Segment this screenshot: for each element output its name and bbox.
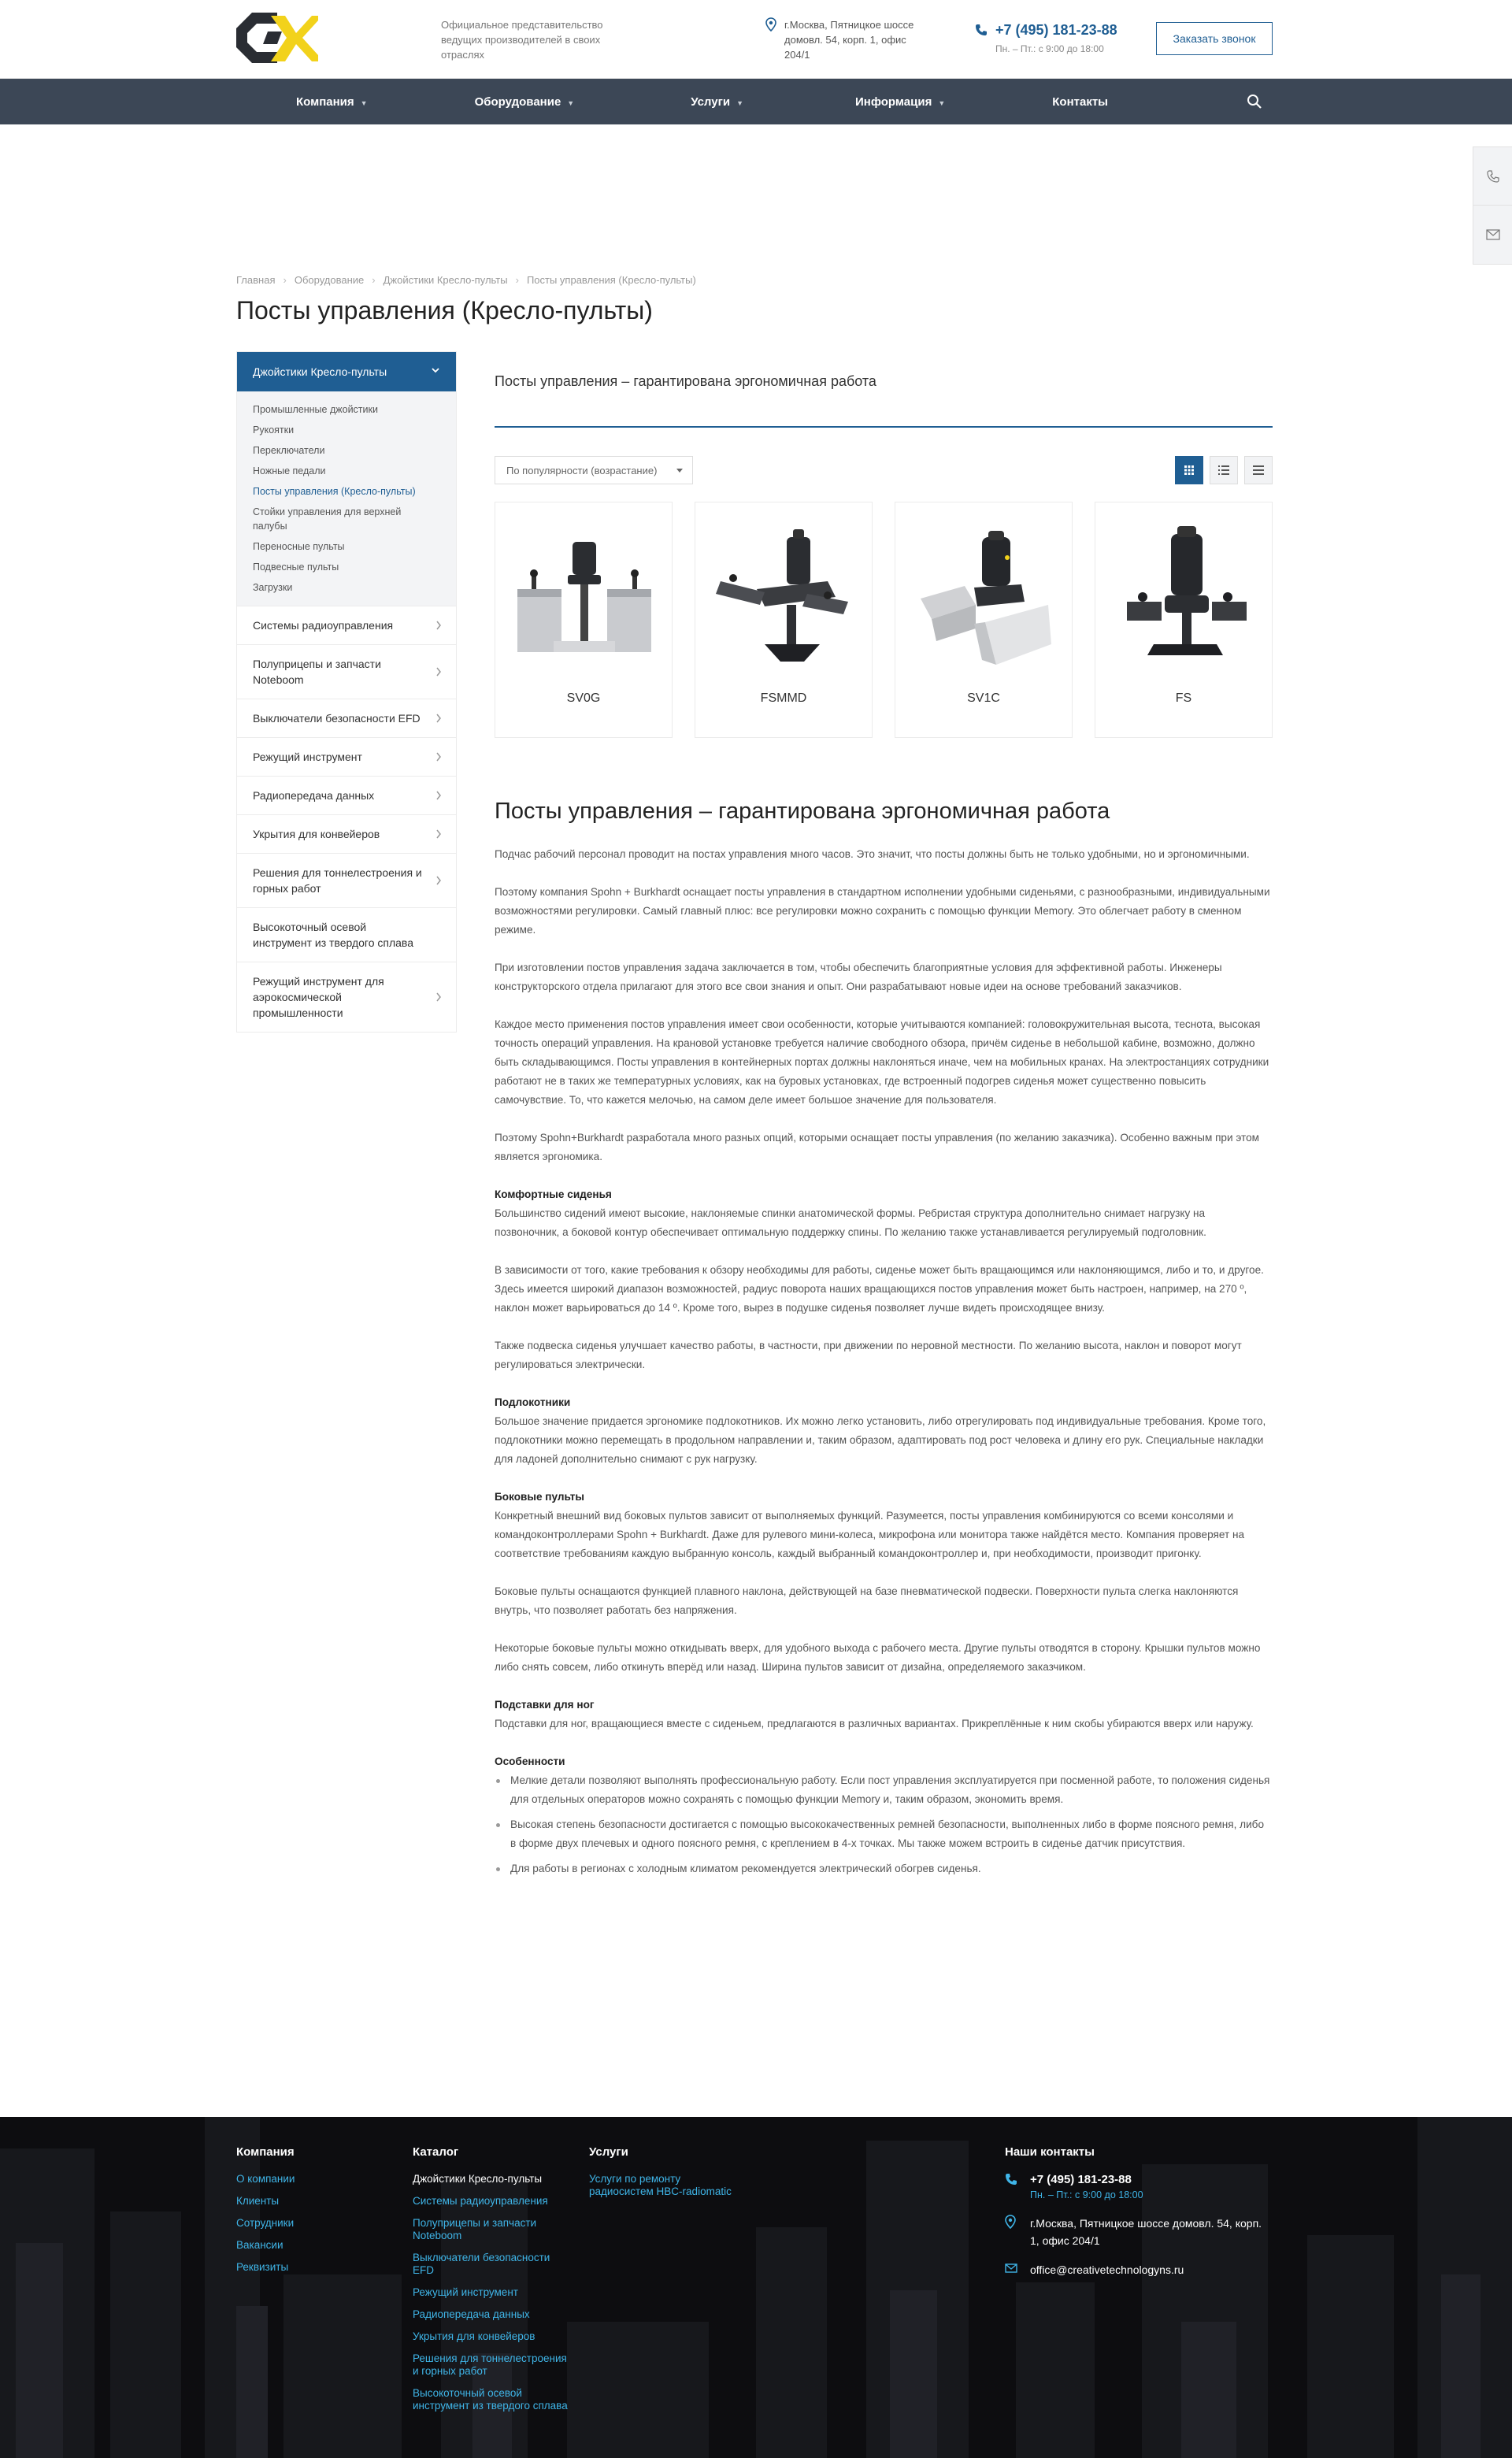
list-icon bbox=[1218, 465, 1229, 475]
article bbox=[495, 798, 1273, 1878]
location-pin-icon bbox=[765, 17, 776, 32]
footer-heading: Услуги bbox=[589, 2145, 628, 2159]
footer-address-block bbox=[1005, 2215, 1273, 2249]
caret-down-icon bbox=[676, 469, 683, 473]
chevron-right-icon bbox=[435, 751, 442, 762]
list-item: Высокая степень безопасности достигается с помощью высококачественных ремней безопасности, выполненных либо в форме поясного ремня, либо в форме двух плечевых и одного поясного ремня, с креплением в 4-х точках. Мы также можем встроить в сиденье датчик присутствия. bbox=[495, 1815, 1273, 1853]
footer-link[interactable]: Вакансии bbox=[236, 2239, 284, 2251]
grid-icon bbox=[1184, 465, 1194, 475]
nav-item-equipment[interactable] bbox=[475, 95, 575, 109]
order-call-button[interactable]: Заказать звонок bbox=[1156, 22, 1273, 55]
list-item: Мелкие детали позволяют выполнять профессиональную работу. Если пост управления эксплуатируется при посменной работе, то положения сиденья для отдельных операторов можно сохранять с помощью функции Memory и, таким образом, экономить время. bbox=[495, 1771, 1273, 1809]
chevron-down-icon: ▼ bbox=[360, 98, 368, 107]
breadcrumb-joysticks[interactable]: Джойстики Кресло-пульты bbox=[383, 274, 508, 286]
sidebar-item[interactable] bbox=[237, 606, 456, 644]
breadcrumb-current: Посты управления (Кресло-пульты) bbox=[526, 274, 696, 286]
sidebar-subitem[interactable]: Переносные пульты bbox=[253, 541, 345, 552]
sidebar-subitem[interactable]: Загрузки bbox=[253, 582, 293, 593]
article-subheading: Подлокотники bbox=[495, 1396, 571, 1408]
float-mail-button[interactable] bbox=[1473, 206, 1512, 264]
footer-company bbox=[236, 2145, 394, 2283]
footer-link[interactable]: Выключатели безопасности EFD bbox=[413, 2252, 550, 2276]
company-logo[interactable] bbox=[236, 9, 318, 66]
chevron-right-icon bbox=[435, 666, 442, 677]
article-paragraph: Каждое место применения постов управления имеет свои особенности, которые учитываются компанией: головокружительная высота, теснота, высокая точность операций управления. На крановой установке требуется наличие свободного обзора, причём сиденье в небольшой кабине, возможно, должно быть складывающимся. Посты управления в контейнерных портах должны наклоняться иначе, чем на мобильных кранах. На электростанциях сотрудники работают не в таких же температурных условиях, как на буровых установках, где встроенный подогрев сиденья может существенно повысить самочувствие. То, что кажется мелочью, на самом деле имеет большое значение для пользователя. bbox=[495, 1018, 1269, 1106]
product-card[interactable] bbox=[1095, 502, 1273, 738]
sidebar-item[interactable] bbox=[237, 737, 456, 776]
sort-select-value: По популярности (возрастание) bbox=[506, 464, 658, 476]
sidebar-item-joysticks[interactable] bbox=[237, 352, 456, 391]
footer-phone-block bbox=[1005, 2173, 1273, 2200]
nav-item-label: Компания bbox=[296, 95, 354, 109]
view-list-button[interactable] bbox=[1210, 456, 1238, 484]
footer-link[interactable]: Услуги по ремонту радиосистем HBC-radiomatic bbox=[589, 2173, 732, 2197]
top-header bbox=[0, 0, 1512, 79]
control-chair-image bbox=[510, 526, 659, 676]
nav-item-services[interactable] bbox=[691, 95, 743, 109]
footer-heading: Каталог bbox=[413, 2145, 459, 2159]
nav-item-info[interactable] bbox=[855, 95, 945, 109]
main-nav bbox=[0, 79, 1512, 124]
footer bbox=[0, 2117, 1512, 2458]
article-paragraph: Конкретный внешний вид боковых пультов зависит от выполняемых функций. Разумеется, посты управления комбинируются со всеми консолями и командоконтроллерами Spohn + Burkhardt. Даже для рулевого мини-колеса, микрофона или монитора также найдётся место. Компания проверяет на соответствие требованиям каждую выбранную консоль, каждый выбранный командоконтроллер и, при необходимости, производит пригонку. bbox=[495, 1510, 1245, 1559]
sidebar-subitem-current[interactable]: Посты управления (Кресло-пульты) bbox=[253, 486, 416, 497]
sidebar-item-label: Режущий инструмент для аэрокосмической промышленности bbox=[253, 975, 384, 1019]
footer-email-block bbox=[1005, 2263, 1273, 2276]
sidebar-item-label: Радиопередача данных bbox=[253, 789, 375, 802]
breadcrumb bbox=[236, 274, 696, 286]
sidebar-sublist bbox=[237, 391, 456, 606]
sidebar-subitem[interactable]: Рукоятки bbox=[253, 424, 295, 436]
sidebar-subitem[interactable]: Промышленные джойстики bbox=[253, 404, 378, 415]
sidebar-item[interactable] bbox=[237, 699, 456, 737]
phone-icon bbox=[1487, 170, 1499, 183]
footer-link[interactable]: Клиенты bbox=[236, 2195, 280, 2207]
sidebar-subitem[interactable]: Подвесные пульты bbox=[253, 562, 339, 573]
footer-link[interactable]: Режущий инструмент bbox=[413, 2286, 518, 2298]
article-subheading: Комфортные сиденья bbox=[495, 1188, 612, 1200]
header-hours: Пн. – Пт.: с 9:00 до 18:00 bbox=[995, 43, 1104, 54]
footer-contacts bbox=[1005, 2145, 1273, 2290]
nav-item-label: Контакты bbox=[1052, 95, 1108, 109]
sort-select[interactable] bbox=[495, 456, 693, 484]
sidebar bbox=[236, 351, 457, 1033]
footer-link[interactable]: О компании bbox=[236, 2173, 295, 2185]
article-title: Посты управления – гарантирована эргономичная работа bbox=[495, 799, 1110, 824]
chevron-down-icon: ▼ bbox=[938, 98, 946, 107]
sidebar-item[interactable] bbox=[237, 644, 456, 699]
search-icon[interactable] bbox=[1246, 93, 1263, 110]
chevron-right-icon bbox=[435, 829, 442, 840]
chevron-down-icon: ▼ bbox=[736, 98, 743, 107]
features-list bbox=[495, 1771, 1273, 1878]
nav-item-label: Услуги bbox=[691, 95, 731, 109]
control-chair-image bbox=[710, 526, 859, 676]
article-paragraph: Также подвеска сиденья улучшает качество работы, в частности, при движении по неровной местности. По желанию высота, наклон и поворот могут регулироваться электрически. bbox=[495, 1340, 1242, 1370]
sidebar-subitem[interactable]: Переключатели bbox=[253, 445, 325, 456]
header-phone-block bbox=[975, 22, 1125, 54]
article-paragraph: Поэтому компания Spohn + Burkhardt оснащает посты управления в стандартном исполнении удобными сиденьями, с разнообразными, индивидуальными возможностями регулировки. Самый главный плюс: все регулировки можно сохранить с помощью функции Memory. Это облегчает работу в сменном режиме. bbox=[495, 886, 1270, 936]
location-pin-icon bbox=[1005, 2215, 1016, 2229]
mail-icon bbox=[1486, 229, 1500, 240]
article-paragraph: При изготовлении постов управления задача заключается в том, чтобы обеспечить благоприятные условия для эффективной работы. Инженеры конструкторского отдела прилагают для этого все свои знания и опыт. Они разрабатывают новые идеи на основе требований заказчиков. bbox=[495, 962, 1222, 992]
article-paragraph: Большое значение придается эргономике подлокотников. Их можно легко установить, либо отрегулировать под индивидуальные требования. Кроме того, подлокотники можно перемещать в продольном направлении и, таким образом, адаптировать под рост человека и длину его рук. Специальные накладки для ладоней дополнительно снимают с рук нагрузку. bbox=[495, 1415, 1266, 1465]
product-card[interactable] bbox=[695, 502, 873, 738]
breadcrumb-separator: › bbox=[283, 274, 287, 286]
article-paragraph: Поэтому Spohn+Burkhardt разработала много разных опций, которыми оснащает посты управления (по желанию заказчика). Особенно важным при этом является эргономика. bbox=[495, 1132, 1259, 1162]
breadcrumb-separator: › bbox=[515, 274, 519, 286]
view-switcher bbox=[1169, 456, 1273, 484]
chevron-right-icon bbox=[435, 992, 442, 1003]
chevron-right-icon bbox=[435, 790, 442, 801]
sidebar-item-label: Выключатели безопасности EFD bbox=[253, 712, 421, 725]
footer-link[interactable]: Полуприцепы и запчасти Noteboom bbox=[413, 2217, 537, 2241]
sidebar-item[interactable] bbox=[237, 776, 456, 814]
sidebar-item-label: Решения для тоннелестроения и горных работ bbox=[253, 866, 422, 895]
product-name[interactable]: SV0G bbox=[566, 691, 601, 705]
control-chair-image bbox=[910, 526, 1059, 676]
view-grid-button[interactable] bbox=[1175, 456, 1203, 484]
sidebar-item-label: Высокоточный осевой инструмент из твердого сплава bbox=[253, 921, 413, 949]
phone-icon bbox=[1005, 2173, 1017, 2186]
sidebar-item[interactable] bbox=[237, 853, 456, 907]
table-icon bbox=[1253, 465, 1264, 475]
header-address bbox=[762, 17, 920, 62]
product-name[interactable]: SV1C bbox=[967, 691, 1000, 705]
footer-email[interactable]: office@creativetechnologyns.ru bbox=[1030, 2263, 1184, 2276]
article-paragraph: Некоторые боковые пульты можно откидывать вверх, для удобного выхода с рабочего места. Другие пульты отводятся в сторону. Крышки пультов можно либо снять совсем, либо откинуть вперёд или назад. Ширина пультов зависит от дизайна, определяемого заказчиком. bbox=[495, 1642, 1261, 1673]
catalog-toolbar bbox=[495, 456, 1273, 484]
page-title: Посты управления (Кресло-пульты) bbox=[236, 296, 653, 324]
chevron-right-icon bbox=[435, 620, 442, 631]
chevron-right-icon bbox=[435, 875, 442, 886]
footer-link[interactable]: Решения для тоннелестроения и горных работ bbox=[413, 2352, 567, 2377]
footer-link[interactable]: Реквизиты bbox=[236, 2261, 289, 2273]
footer-catalog bbox=[413, 2145, 570, 2422]
sidebar-item-label: Режущий инструмент bbox=[253, 751, 362, 763]
header-slogan: Официальное представительство ведущих производителей в своих отраслях bbox=[441, 19, 603, 61]
article-paragraph: Подчас рабочий персонал проводит на постах управления много часов. Это значит, что посты должны быть не только удобными, но и эргономичными. bbox=[495, 848, 1250, 860]
header-address-text: г.Москва, Пятницкое шоссе домовл. 54, корп. 1, офис 204/1 bbox=[784, 19, 914, 61]
footer-services bbox=[589, 2145, 747, 2208]
product-name[interactable]: FS bbox=[1175, 691, 1192, 705]
footer-phone[interactable]: +7 (495) 181-23-88 bbox=[1030, 2173, 1132, 2186]
sidebar-item[interactable] bbox=[237, 814, 456, 853]
article-subheading: Боковые пульты bbox=[495, 1491, 584, 1503]
sidebar-item-label: Джойстики Кресло-пульты bbox=[253, 365, 387, 378]
chevron-down-icon: ▼ bbox=[567, 98, 575, 107]
nav-item-label: Оборудование bbox=[474, 95, 561, 109]
nav-item-contacts[interactable] bbox=[1052, 95, 1108, 109]
product-card[interactable] bbox=[895, 502, 1073, 738]
article-subheading: Особенности bbox=[495, 1755, 565, 1767]
sidebar-item-label: Укрытия для конвейеров bbox=[253, 828, 380, 840]
article-paragraph: Большинство сидений имеют высокие, наклоняемые спинки анатомической формы. Ребристая структура дополнительно снимает нагрузку на позвоночник, а боковой контур обеспечивает оптимальную поддержку спины. По желанию также устанавливается регулируемый подголовник. bbox=[495, 1207, 1206, 1238]
footer-link-active[interactable]: Джойстики Кресло-пульты bbox=[413, 2173, 543, 2185]
list-item: Для работы в регионах с холодным климатом рекомендуется электрический обогрев сиденья. bbox=[495, 1859, 1273, 1878]
phone-icon bbox=[975, 24, 988, 36]
footer-heading: Наши контакты bbox=[1005, 2145, 1095, 2159]
footer-address: г.Москва, Пятницкое шоссе домовл. 54, корп. 1, офис 204/1 bbox=[1030, 2217, 1262, 2247]
product-grid bbox=[495, 502, 1273, 738]
chevron-down-icon bbox=[431, 365, 440, 375]
nav-item-label: Информация bbox=[855, 95, 932, 109]
article-paragraph: Боковые пульты оснащаются функцией плавного наклона, действующей на базе пневматической подвески. Поверхности пульта слегка наклоняются внутрь, что позволяет работать без напряжения. bbox=[495, 1585, 1239, 1616]
breadcrumb-equipment[interactable]: Оборудование bbox=[294, 274, 365, 286]
sidebar-item-label: Полуприцепы и запчасти Noteboom bbox=[253, 658, 381, 686]
chevron-right-icon bbox=[435, 713, 442, 724]
footer-heading: Компания bbox=[236, 2145, 295, 2159]
float-phone-button[interactable] bbox=[1473, 147, 1512, 206]
footer-link[interactable]: Сотрудники bbox=[236, 2217, 295, 2229]
footer-link[interactable]: Укрытия для конвейеров bbox=[413, 2330, 536, 2342]
article-subheading: Подставки для ног bbox=[495, 1699, 595, 1711]
section-lead: Посты управления – гарантирована эргономичная работа bbox=[495, 373, 876, 389]
sidebar-item-label: Системы радиоуправления bbox=[253, 619, 394, 632]
footer-link[interactable]: Радиопередача данных bbox=[413, 2308, 530, 2320]
product-name[interactable]: FSMMD bbox=[760, 691, 807, 705]
floating-contact-panel bbox=[1473, 146, 1512, 265]
control-chair-image bbox=[1110, 526, 1259, 676]
product-card[interactable] bbox=[495, 502, 673, 738]
sidebar-item[interactable] bbox=[237, 907, 456, 962]
footer-link[interactable]: Системы радиоуправления bbox=[413, 2195, 548, 2207]
nav-item-company[interactable] bbox=[296, 95, 368, 109]
header-phone[interactable] bbox=[975, 22, 1125, 39]
header-phone-text: +7 (495) 181-23-88 bbox=[995, 22, 1117, 38]
main-content bbox=[495, 351, 1273, 1885]
article-paragraph: В зависимости от того, какие требования к обзору необходимы для работы, сиденье может быть вращающимся или наклоняющимся, либо и то, и другое. Здесь имеется широкий диапазон возможностей, радиус поворота наших вращающихся постов управления может быть настроен, например, на 270 º, наклон может варьироваться до 14 º. Кроме того, вырез в подушке сиденья позволяет лучше видеть происходящее внизу. bbox=[495, 1264, 1264, 1314]
sidebar-item[interactable] bbox=[237, 962, 456, 1032]
sidebar-subitem[interactable]: Ножные педали bbox=[253, 465, 326, 476]
lead-divider bbox=[495, 426, 1273, 428]
article-paragraph: Подставки для ног, вращающиеся вместе с сиденьем, предлагаются в различных вариантах. Прикреплённые к ним скобы убираются вверх или наружу. bbox=[495, 1718, 1254, 1729]
footer-hours: Пн. – Пт.: с 9:00 до 18:00 bbox=[1030, 2189, 1143, 2200]
sidebar-subitem[interactable]: Стойки управления для верхней палубы bbox=[253, 506, 402, 532]
view-table-button[interactable] bbox=[1244, 456, 1273, 484]
breadcrumb-home[interactable]: Главная bbox=[236, 274, 276, 286]
footer-link[interactable]: Высокоточный осевой инструмент из твердого сплава bbox=[413, 2387, 568, 2412]
breadcrumb-separator: › bbox=[372, 274, 376, 286]
mail-icon bbox=[1005, 2263, 1017, 2273]
